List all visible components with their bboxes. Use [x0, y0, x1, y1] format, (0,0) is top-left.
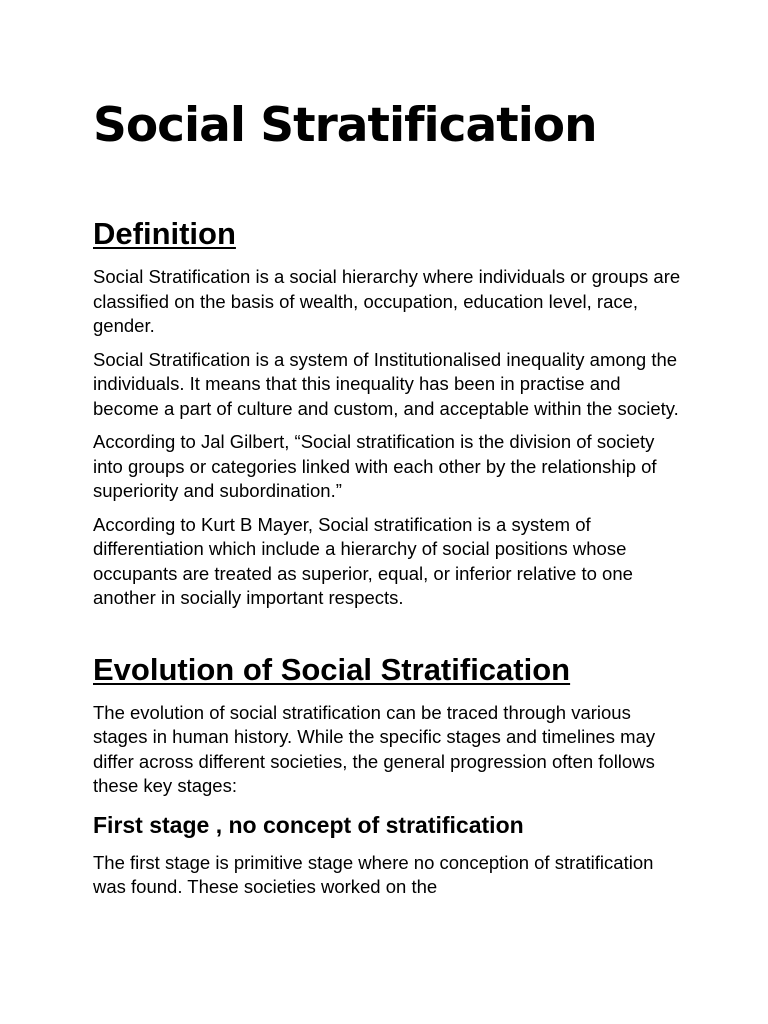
paragraph: According to Jal Gilbert, “Social stratification is the division of society into groups or categories linked with each other by the relationship of superiority and subordination.” [93, 431, 657, 501]
paragraph: Social Stratification is a social hierarchy where individuals or groups are classified on the basis of wealth, occupation, education level, race, gender. [93, 266, 681, 336]
subsection-heading-first-stage: First stage , no concept of stratification [93, 811, 524, 838]
document-title: Social Stratification [93, 98, 597, 153]
section-heading-evolution: Evolution of Social Stratification [93, 651, 571, 687]
paragraph: The evolution of social stratification can be traced through various stages in human history. While the specific stages and timelines may differ across different societies, the general progression often follows these key stages: [93, 701, 656, 796]
paragraph: The first stage is primitive stage where no conception of stratification was found. These societies worked on the [93, 851, 654, 897]
paragraph: According to Kurt B Mayer, Social stratification is a system of differentiation which include a hierarchy of social positions whose occupants are treated as superior, equal, or inferior relative to one another in socially important respects. [93, 513, 633, 608]
section-heading-definition: Definition [93, 216, 236, 251]
paragraph: Social Stratification is a system of Institutionalised inequality among the individuals. It means that this inequality has been in practise and become a part of culture and custom, and acceptable within the society. [93, 348, 679, 419]
